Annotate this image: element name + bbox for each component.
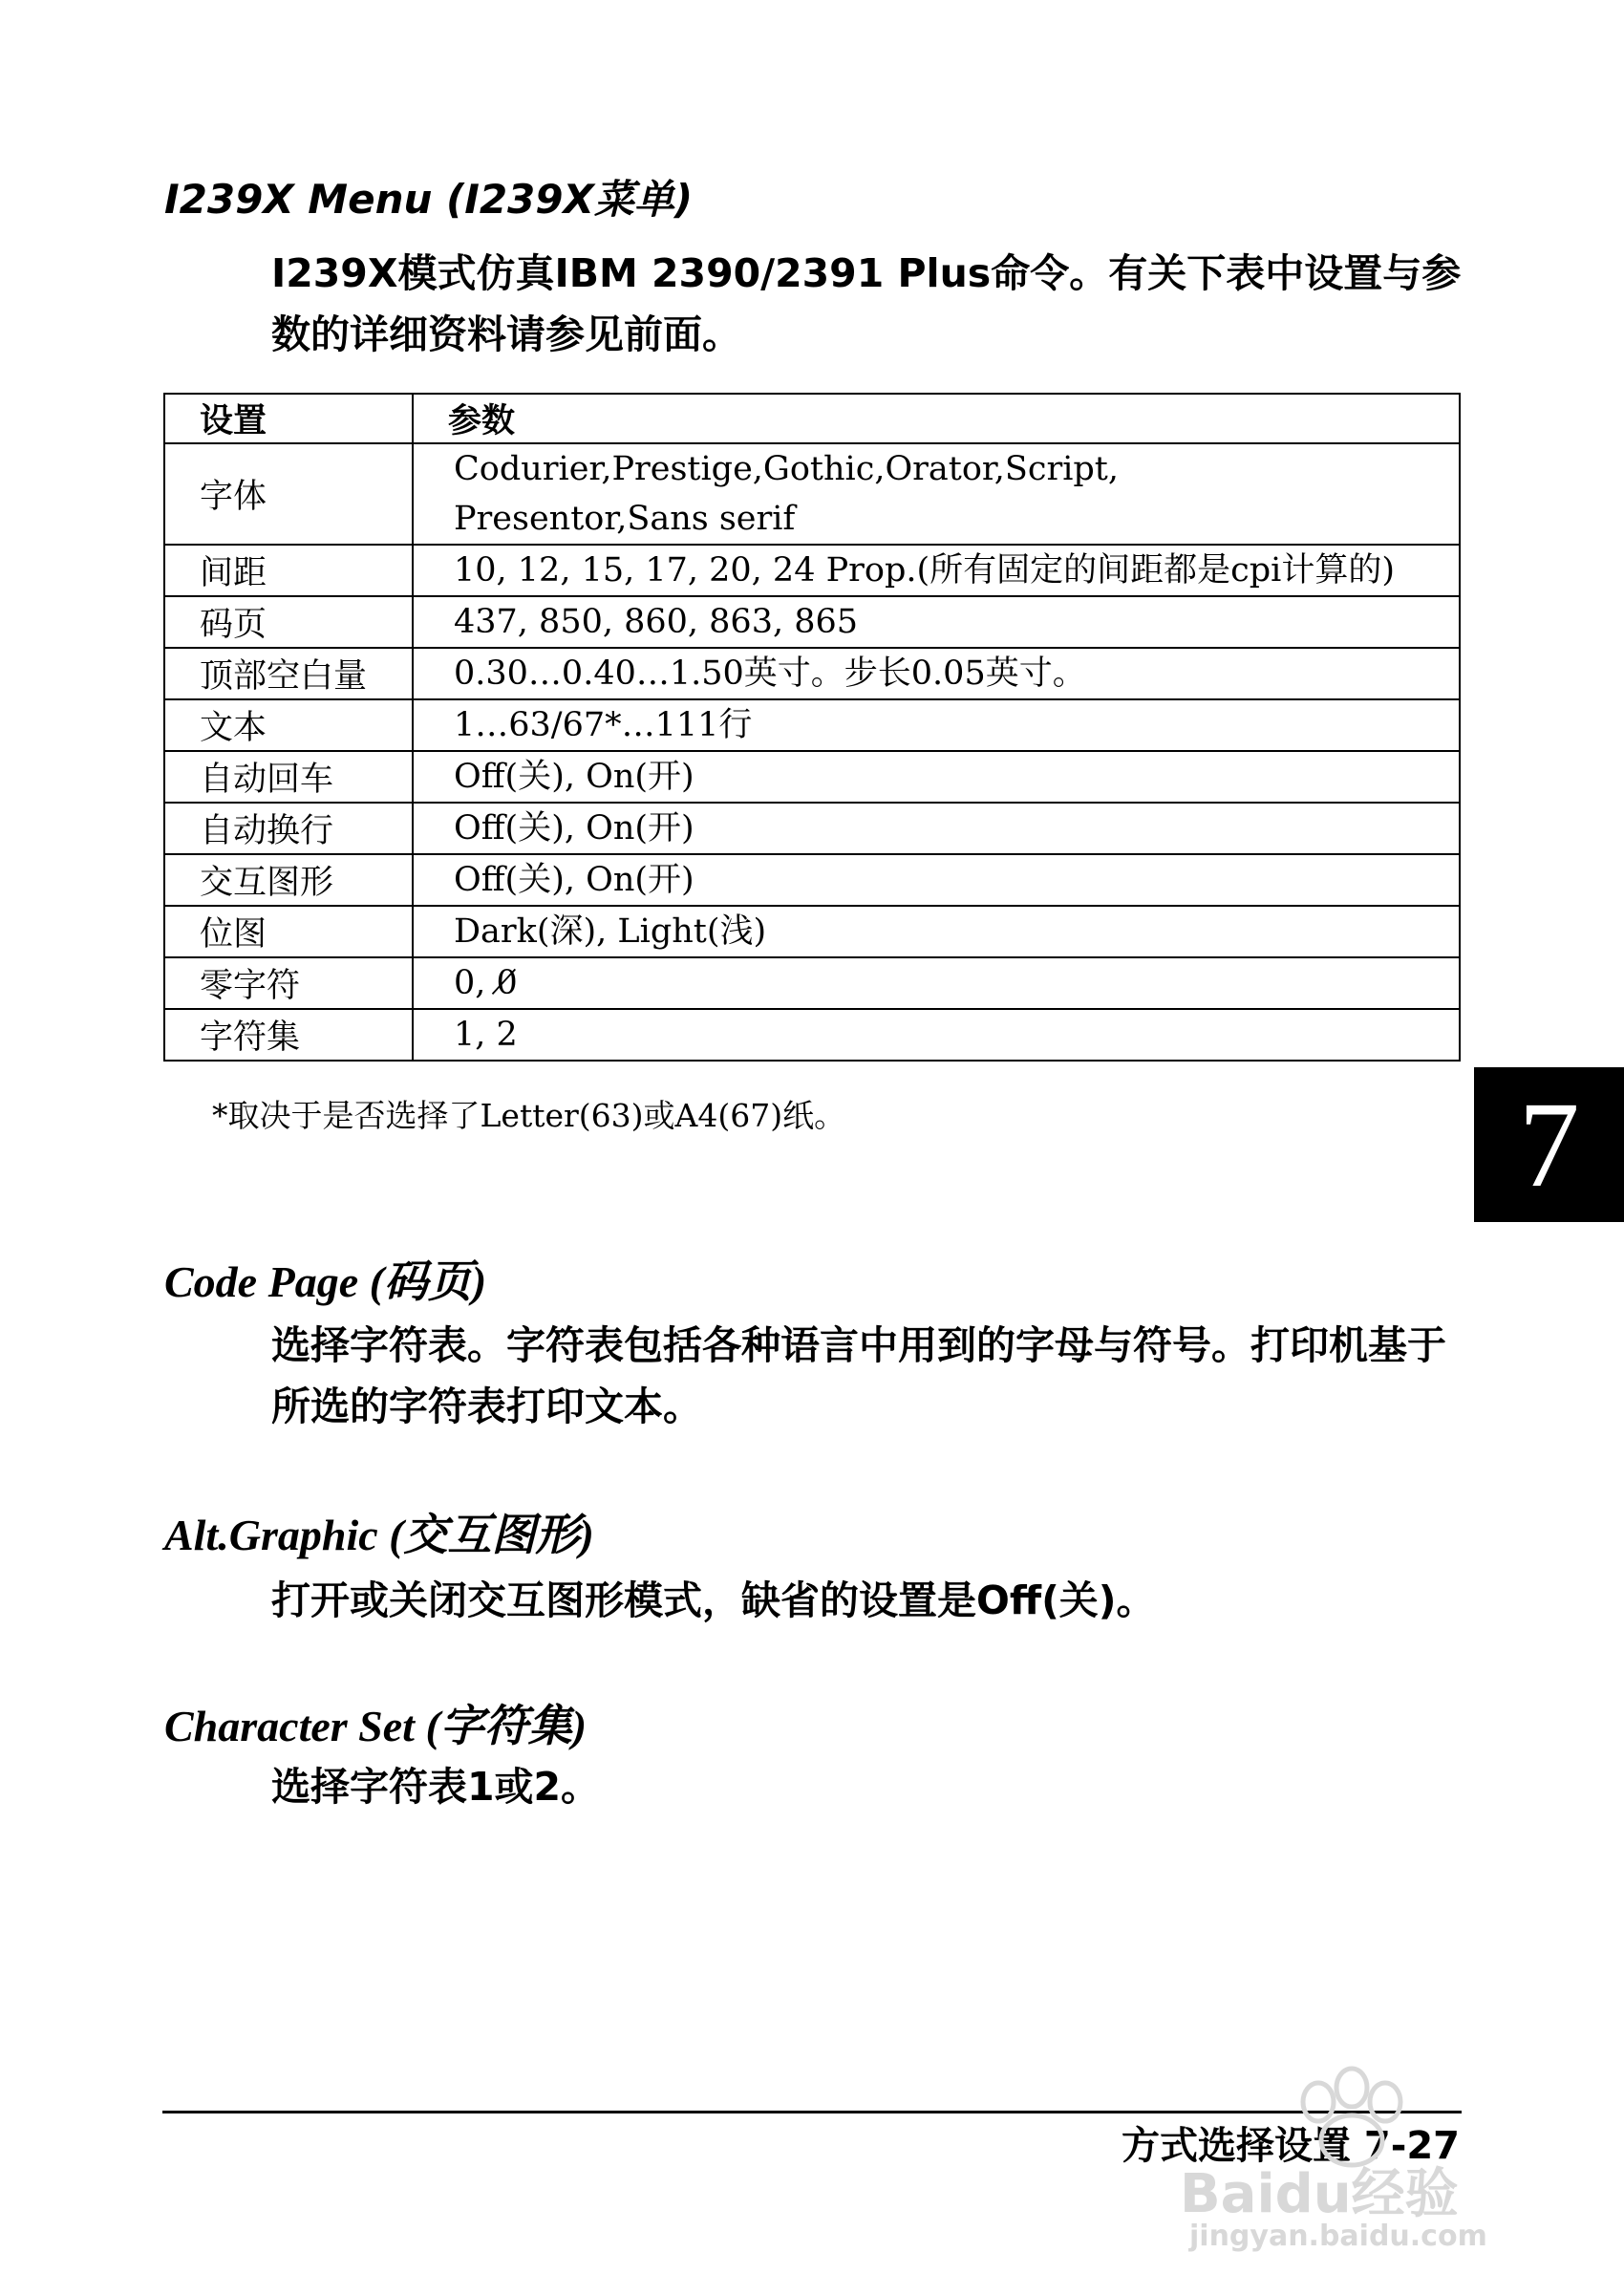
params-line: Presentor,Sans serif (454, 500, 796, 538)
params-line: Codurier,Prestige,Gothic,Orator,Script, (454, 450, 1120, 488)
params-cell: 10, 12, 15, 17, 20, 24 Prop.(所有固定的间距都是cpi计算的) (413, 545, 1460, 596)
setting-cell: 零字符 (164, 957, 413, 1009)
table-row (164, 957, 1460, 1009)
params-cell: Off(关), On(开) (413, 854, 1460, 906)
section-title-code-page: Code Page (码页) (164, 1257, 487, 1306)
params-cell: Dark(深), Light(浅) (413, 906, 1460, 957)
section-text-character-set: 选择字符表1或2。 (271, 1764, 601, 1810)
setting-cell: 文本 (164, 699, 413, 751)
table-row (164, 443, 1460, 545)
params-cell: 437, 850, 860, 863, 865 (413, 596, 1460, 648)
page-footer: 方式选择设置 7-27 (1121, 2124, 1460, 2168)
table-row (164, 699, 1460, 751)
watermark-line1: Baidu经验 (1180, 2163, 1459, 2225)
table-row (164, 596, 1460, 648)
table-row (164, 1009, 1460, 1061)
params-cell: Off(关), On(开) (413, 803, 1460, 854)
setting-cell: 码页 (164, 596, 413, 648)
table-row (164, 906, 1460, 957)
params-cell: 0, 0̸ (413, 957, 1460, 1009)
table-row (164, 648, 1460, 699)
setting-cell: 字体 (164, 443, 413, 545)
menu-title: I239X Menu (I239X菜单) (164, 176, 694, 223)
table-row (164, 854, 1460, 906)
params-cell: 1, 2 (413, 1009, 1460, 1061)
table-header-row (164, 394, 1460, 443)
paw-icon (1303, 2069, 1400, 2165)
setting-cell: 顶部空白量 (164, 648, 413, 699)
header-setting: 设置 (164, 394, 413, 443)
settings-table (163, 393, 1461, 1062)
section-text-code-page: 选择字符表。字符表包括各种语言中用到的字母与符号。打印机基于所选的字符表打印文本。 (271, 1322, 1446, 1429)
params-cell: 0.30…0.40…1.50英寸。步长0.05英寸。 (413, 648, 1460, 699)
params-cell: 1…63/67*…111行 (413, 699, 1460, 751)
params-cell (413, 443, 1460, 545)
baidu-watermark (1170, 2049, 1524, 2255)
table-row (164, 803, 1460, 854)
setting-cell: 位图 (164, 906, 413, 957)
params-cell: Off(关), On(开) (413, 751, 1460, 803)
setting-cell: 字符集 (164, 1009, 413, 1061)
section-title-character-set: Character Set (字符集) (164, 1702, 588, 1750)
section-text-alt-graphic: 打开或关闭交互图形模式，缺省的设置是Off(关)。 (271, 1577, 1156, 1623)
setting-cell: 自动换行 (164, 803, 413, 854)
setting-cell: 自动回车 (164, 751, 413, 803)
table-footnote: *取决于是否选择了Letter(63)或A4(67)纸。 (212, 1097, 846, 1134)
section-title-alt-graphic: Alt.Graphic (交互图形) (164, 1511, 594, 1559)
setting-cell: 间距 (164, 545, 413, 596)
table-row (164, 545, 1460, 596)
table-row (164, 751, 1460, 803)
header-params: 参数 (413, 394, 1460, 443)
setting-cell: 交互图形 (164, 854, 413, 906)
watermark-line2: jingyan.baidu.com (1189, 2220, 1487, 2253)
menu-intro: I239X模式仿真IBM 2390/2391 Plus命令。有关下表中设置与参数的详细资料请参见前面。 (271, 250, 1462, 357)
chapter-tab: 7 (1474, 1067, 1624, 1222)
